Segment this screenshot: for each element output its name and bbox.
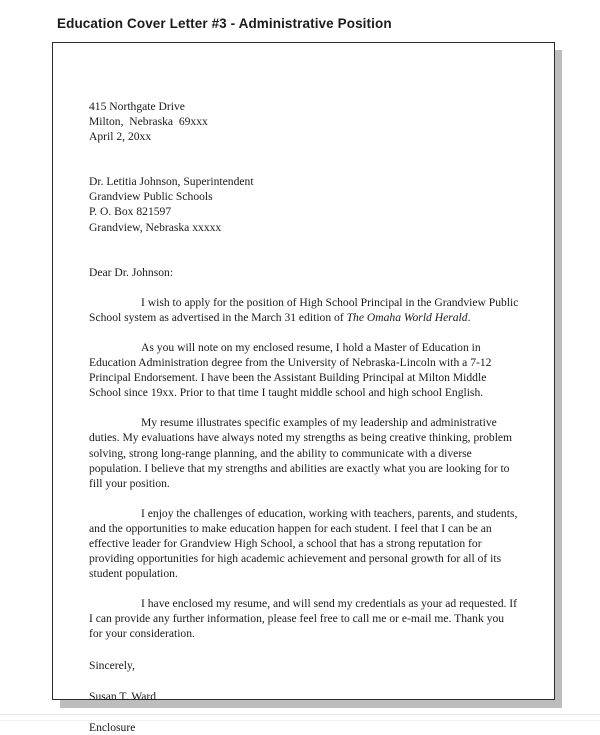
spacer <box>89 704 519 720</box>
recipient-address-line: Dr. Letitia Johnson, Superintendent <box>89 175 254 189</box>
letter-page <box>52 42 555 734</box>
letter-body <box>89 99 519 735</box>
bottom-divider-secondary <box>0 720 600 721</box>
signature-name: Susan T. Ward <box>89 689 157 703</box>
spacer <box>89 581 519 596</box>
body-paragraph-4: I enjoy the challenges of education, working with teachers, parents, and students, and the opportunities to make education happen for each student. I feel that I can be an effective leader for Grandview High School, a school that has a strong reputation for providing opportunities for high academic achievement and personal growth for all of its student population. <box>89 506 518 581</box>
spacer <box>89 235 519 265</box>
sender-address-line: Milton, Nebraska 69xxx <box>89 115 208 129</box>
spacer <box>89 144 519 174</box>
recipient-address-line: P. O. Box 821597 <box>89 205 172 219</box>
body-paragraph-5: I have enclosed my resume, and will send my credentials as your ad requested. If I can provide any further information, please feel free to call me or e-mail me. Thank you for your consideration. <box>89 597 518 641</box>
sender-address-line: April 2, 20xx <box>89 130 152 144</box>
spacer <box>89 673 519 689</box>
sender-address-block <box>89 99 519 144</box>
paragraph-1-text-after-italic: . <box>467 310 471 324</box>
spacer <box>89 400 519 415</box>
spacer <box>89 280 519 295</box>
salutation: Dear Dr. Johnson: <box>89 265 174 279</box>
recipient-address-line: Grandview Public Schools <box>89 190 213 204</box>
body-paragraph-3: My resume illustrates specific examples of my leadership and administrative duties. My evaluations have always noted my strengths as being creative thinking, problem solving, strong long-range planning, and the ability to communicate with a diverse population. I believe that my strengths and abilities are exactly what you are looking for to fill your position. <box>89 416 513 490</box>
paragraph-1-text-before-italic: I wish to apply for the position of High School Principal in the Grandview Public School system as advertised in the March 31 edition of <box>89 295 519 324</box>
bottom-divider <box>0 714 600 715</box>
page-title: Education Cover Letter #3 - Administrative Position <box>57 16 392 31</box>
sender-address-line: 415 Northgate Drive <box>89 100 185 113</box>
closing: Sincerely, <box>89 658 135 672</box>
enclosure-note: Enclosure <box>89 720 136 734</box>
publication-name: The Omaha World Herald <box>346 310 468 324</box>
spacer <box>89 642 519 658</box>
spacer <box>89 325 519 340</box>
body-paragraph-2: As you will note on my enclosed resume, I hold a Master of Education in Education Administration degree from the University of Nebraska-Lincoln with a 7-12 Principal Endorsement. I have been the Assistant Building Principal at Milton Middle School since 19xx. Prior to that time I taught middle school and high school English. <box>89 340 492 400</box>
recipient-address-line: Grandview, Nebraska xxxxx <box>89 220 222 234</box>
spacer <box>89 491 519 506</box>
recipient-address-block <box>89 174 519 234</box>
body-paragraph-1 <box>89 295 519 325</box>
